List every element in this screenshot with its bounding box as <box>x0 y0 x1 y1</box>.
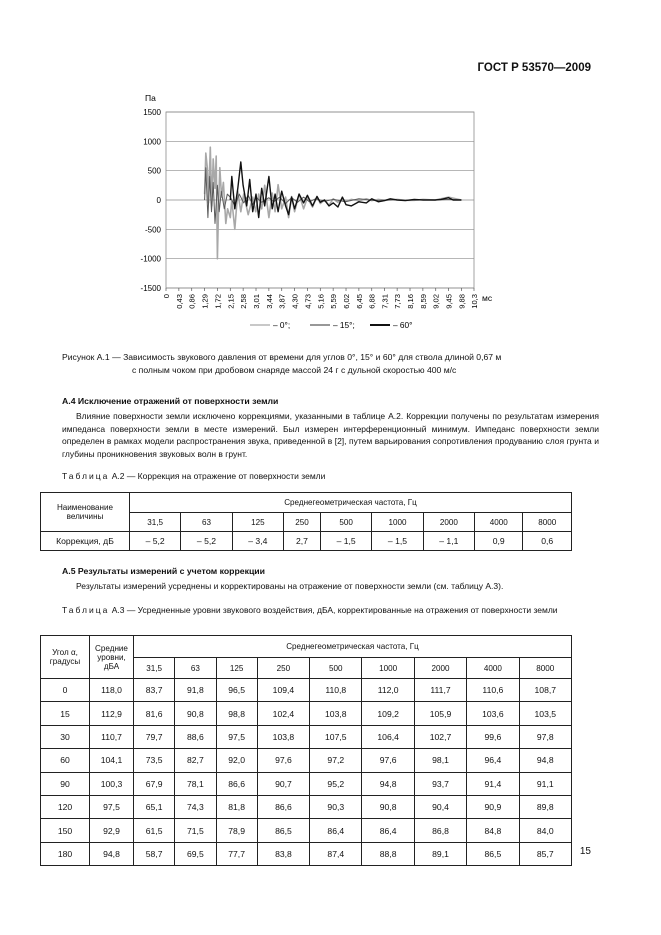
standard-header: ГОСТ Р 53570—2009 <box>477 62 591 74</box>
table-a3-cell: 89,1 <box>414 842 466 865</box>
y-tick-label: 500 <box>147 166 161 176</box>
legend-label-0: – 0°; <box>273 320 291 330</box>
section-a5-title: А.5 Результаты измерений с учетом коррекции <box>62 566 265 576</box>
table-row <box>41 795 572 818</box>
table-a2-freq-3: 250 <box>283 513 320 532</box>
table-a3-title: А.3 — Усредненные уровни звукового воздействия, дБА, корректированные на отражения от поверхности земли <box>111 605 558 615</box>
table-a3-cell: 79,7 <box>134 725 175 748</box>
table-a2-label: Таблица <box>62 471 110 481</box>
table-a3-freq-0: 31,5 <box>134 658 175 679</box>
table-a3-cell: 106,4 <box>362 725 414 748</box>
x-tick-label: 9,88 <box>457 294 467 309</box>
x-tick-label: 2,58 <box>239 294 249 309</box>
table-a3-cell: 92,0 <box>216 749 257 772</box>
table-a3-cell: 110,7 <box>90 725 134 748</box>
x-tick-label: 1,29 <box>200 294 210 309</box>
table-a3-cell: 65,1 <box>134 795 175 818</box>
table-a3-cell: 103,5 <box>519 702 571 725</box>
table-a3-cell: 94,8 <box>519 749 571 772</box>
table-a2-value-3: 2,7 <box>283 532 320 551</box>
x-tick-label: 0,86 <box>187 294 197 309</box>
table-a3-cell: 112,9 <box>90 702 134 725</box>
table-a3-cell: 86,5 <box>467 842 519 865</box>
x-tick-label: 3,44 <box>264 294 274 309</box>
table-a3-cell: 73,5 <box>134 749 175 772</box>
y-tick-label: 1000 <box>143 137 161 147</box>
table-a3-cell: 112,0 <box>362 679 414 702</box>
x-tick-label: 5,59 <box>329 294 339 309</box>
x-tick-label: 8,59 <box>418 294 428 309</box>
table-a3-freq-7: 4000 <box>467 658 519 679</box>
x-axis-label: мс <box>482 293 493 303</box>
table-a3-freq-header: Среднегеометрическая частота, Гц <box>134 636 572 658</box>
table-row <box>41 772 572 795</box>
pressure-time-chart <box>120 85 500 347</box>
table-a2-freq-6: 2000 <box>423 513 474 532</box>
section-a4-title: А.4 Исключение отражений от поверхности земли <box>62 396 279 406</box>
table-a3-cell: 90,9 <box>467 795 519 818</box>
table-a3-cell: 103,8 <box>310 702 362 725</box>
table-a3-cell: 90,3 <box>310 795 362 818</box>
table-a3-cell: 67,9 <box>134 772 175 795</box>
table-a3-cell: 95,2 <box>310 772 362 795</box>
table-a3-label: Таблица <box>62 605 110 615</box>
table-a3-cell: 97,5 <box>90 795 134 818</box>
table-a3-cell: 58,7 <box>134 842 175 865</box>
table-a3-cell: 78,9 <box>216 819 257 842</box>
table-row <box>41 819 572 842</box>
table-a3-cell: 97,8 <box>519 725 571 748</box>
table-a3-cell: 86,8 <box>414 819 466 842</box>
figure-caption-line1: Рисунок А.1 — Зависимость звукового давления от времени для углов 0°, 15° и 60° для ствола длиной 0,67 м <box>62 352 502 362</box>
table-a3-cell: 90,8 <box>362 795 414 818</box>
x-tick-label: 5,16 <box>316 294 326 309</box>
table-a3-freq-4: 500 <box>310 658 362 679</box>
table-a2-freq-8: 8000 <box>523 513 572 532</box>
table-a3-cell: 96,4 <box>467 749 519 772</box>
table-a3-cell: 97,6 <box>257 749 309 772</box>
table-a3-cell: 77,7 <box>216 842 257 865</box>
table-a3-cell: 82,7 <box>175 749 216 772</box>
y-tick-label: -1000 <box>140 254 161 264</box>
table-a2-value-7: 0,9 <box>474 532 523 551</box>
table-a3-cell: 99,6 <box>467 725 519 748</box>
y-axis-label: Па <box>145 93 156 103</box>
table-a3-cell: 86,5 <box>257 819 309 842</box>
table-row <box>41 725 572 748</box>
table-a3-mean-header: Средние уровни, дБА <box>90 636 134 679</box>
table-a3-cell: 84,8 <box>467 819 519 842</box>
table-a2-value-6: – 1,1 <box>423 532 474 551</box>
table-a2-value-8: 0,6 <box>523 532 572 551</box>
table-row <box>41 679 572 702</box>
table-a3-cell: 97,2 <box>310 749 362 772</box>
table-a3-cell: 90 <box>41 772 90 795</box>
table-a3-cell: 98,1 <box>414 749 466 772</box>
y-tick-label: -500 <box>144 225 161 235</box>
table-a3-cell: 86,6 <box>216 772 257 795</box>
x-tick-label: 1,72 <box>213 294 223 309</box>
table-a3-cell: 180 <box>41 842 90 865</box>
table-a3-cell: 0 <box>41 679 90 702</box>
table-a2-freq-5: 1000 <box>372 513 423 532</box>
table-a3-cell: 96,5 <box>216 679 257 702</box>
table-a3-cell: 110,8 <box>310 679 362 702</box>
table-a3-cell: 83,7 <box>134 679 175 702</box>
table-a3-cell: 93,7 <box>414 772 466 795</box>
x-tick-label: 9,02 <box>431 294 441 309</box>
table-a3-cell: 85,7 <box>519 842 571 865</box>
x-tick-label: 7,73 <box>393 294 403 309</box>
table-a2-value-5: – 1,5 <box>372 532 423 551</box>
x-tick-label: 4,73 <box>303 294 313 309</box>
y-tick-label: -1500 <box>140 284 161 293</box>
table-a3-cell: 94,8 <box>90 842 134 865</box>
table-a3-freq-5: 1000 <box>362 658 414 679</box>
table-a3-cell: 109,2 <box>362 702 414 725</box>
table-a3-caption <box>62 604 599 617</box>
x-tick-label: 0 <box>162 294 171 299</box>
table-a3-cell: 90,8 <box>175 702 216 725</box>
section-a5-paragraph: Результаты измерений усреднены и корректированы на отражение от поверхности земли (см. таблицу А.3). <box>76 581 504 591</box>
x-tick-label: 6,02 <box>342 294 352 309</box>
table-a2-freq-header: Среднегеометрическая частота, Гц <box>130 493 572 513</box>
table-a2-freq-1: 63 <box>181 513 232 532</box>
table-a3-cell: 84,0 <box>519 819 571 842</box>
table-a3-cell: 86,6 <box>257 795 309 818</box>
table-a3-angle-header: Угол α, градусы <box>41 636 90 679</box>
table-a2-freq-2: 125 <box>232 513 283 532</box>
x-tick-label: 4,30 <box>290 294 300 309</box>
table-a3-cell: 150 <box>41 819 90 842</box>
x-tick-label: 10,3 <box>470 294 479 309</box>
table-a3-cell: 109,4 <box>257 679 309 702</box>
table-a3-cell: 90,7 <box>257 772 309 795</box>
y-tick-label: 0 <box>156 196 161 205</box>
table-a3-cell: 83,8 <box>257 842 309 865</box>
table-a3-cell: 88,8 <box>362 842 414 865</box>
page-number: 15 <box>579 846 591 857</box>
y-tick-label: 1500 <box>143 108 161 117</box>
table-a3-cell: 90,4 <box>414 795 466 818</box>
table-a2-value-4: – 1,5 <box>321 532 372 551</box>
table-a3-cell: 60 <box>41 749 90 772</box>
legend-label-2: – 60° <box>393 320 413 330</box>
x-tick-label: 3,01 <box>252 294 262 309</box>
figure-caption-line2: с полным чоком при дробовом снаряде массой 24 г с дульной скоростью 400 м/с <box>132 364 457 375</box>
table-a3-cell: 91,1 <box>519 772 571 795</box>
table-row <box>41 842 572 865</box>
table-a3-freq-8: 8000 <box>519 658 571 679</box>
x-tick-label: 2,15 <box>226 294 236 309</box>
table-a3-cell: 103,6 <box>467 702 519 725</box>
table-a2-freq-0: 31,5 <box>130 513 181 532</box>
table-a3-cell: 15 <box>41 702 90 725</box>
table-a3-cell: 69,5 <box>175 842 216 865</box>
table-a3-cell: 92,9 <box>90 819 134 842</box>
x-tick-label: 6,88 <box>367 294 377 309</box>
table-a3-freq-1: 63 <box>175 658 216 679</box>
x-tick-label: 8,16 <box>406 294 416 309</box>
section-a4-paragraph: Влияние поверхности земли исключено коррекциями, указанными в таблице А.2. Коррекции получены по результатам измерения импеданса поверхности земли в месте измерений. Был измерен интерференционный минимум. Импеданс поверхности земли определен в рамках модели распространения звука, приведенной в [2], путем варьирования сопротивления продуванию слоя грунта и глубины проникновения звуковых волн в грунт. <box>62 411 599 459</box>
figure-caption <box>62 351 602 376</box>
table-a3-cell: 104,1 <box>90 749 134 772</box>
table-a3-cell: 91,8 <box>175 679 216 702</box>
table-a3-freq-3: 250 <box>257 658 309 679</box>
table-a2-title: А.2 — Коррекция на отражение от поверхности земли <box>111 471 326 481</box>
table-a3-cell: 102,4 <box>257 702 309 725</box>
x-tick-label: 6,45 <box>354 294 364 309</box>
table-a2 <box>40 492 572 551</box>
table-a3-cell: 102,7 <box>414 725 466 748</box>
x-tick-label: 7,31 <box>380 294 390 309</box>
table-a2-col0-header: Наименование величины <box>41 493 130 532</box>
table-a3-cell: 78,1 <box>175 772 216 795</box>
table-a3-cell: 81,8 <box>216 795 257 818</box>
table-a3-cell: 97,6 <box>362 749 414 772</box>
x-tick-label: 9,45 <box>444 294 454 309</box>
table-a3-cell: 86,4 <box>362 819 414 842</box>
table-a3 <box>40 635 572 866</box>
table-a3-cell: 91,4 <box>467 772 519 795</box>
table-row <box>41 749 572 772</box>
table-a2-value-0: – 5,2 <box>130 532 181 551</box>
x-tick-label: 3,87 <box>277 294 287 309</box>
table-a3-cell: 108,7 <box>519 679 571 702</box>
table-a3-cell: 81,6 <box>134 702 175 725</box>
table-a3-cell: 118,0 <box>90 679 134 702</box>
table-a2-row-label: Коррекция, дБ <box>41 532 130 551</box>
table-a3-cell: 120 <box>41 795 90 818</box>
x-tick-label: 0,43 <box>174 294 184 309</box>
table-a3-cell: 105,9 <box>414 702 466 725</box>
table-a3-freq-2: 125 <box>216 658 257 679</box>
table-a3-cell: 110,6 <box>467 679 519 702</box>
table-a3-freq-6: 2000 <box>414 658 466 679</box>
table-a2-freq-4: 500 <box>321 513 372 532</box>
table-a2-freq-7: 4000 <box>474 513 523 532</box>
table-a3-cell: 88,6 <box>175 725 216 748</box>
table-a3-cell: 30 <box>41 725 90 748</box>
table-a2-value-1: – 5,2 <box>181 532 232 551</box>
table-row <box>41 702 572 725</box>
table-a3-cell: 103,8 <box>257 725 309 748</box>
table-a3-cell: 89,8 <box>519 795 571 818</box>
table-a3-cell: 111,7 <box>414 679 466 702</box>
table-a3-cell: 74,3 <box>175 795 216 818</box>
table-a3-cell: 87,4 <box>310 842 362 865</box>
table-a3-cell: 61,5 <box>134 819 175 842</box>
table-a3-cell: 97,5 <box>216 725 257 748</box>
table-a2-value-2: – 3,4 <box>232 532 283 551</box>
legend-label-1: – 15°; <box>333 320 355 330</box>
table-a2-caption <box>62 470 599 483</box>
table-a3-cell: 107,5 <box>310 725 362 748</box>
table-a3-cell: 71,5 <box>175 819 216 842</box>
table-a3-cell: 94,8 <box>362 772 414 795</box>
table-a3-cell: 86,4 <box>310 819 362 842</box>
table-a3-cell: 98,8 <box>216 702 257 725</box>
table-a3-cell: 100,3 <box>90 772 134 795</box>
